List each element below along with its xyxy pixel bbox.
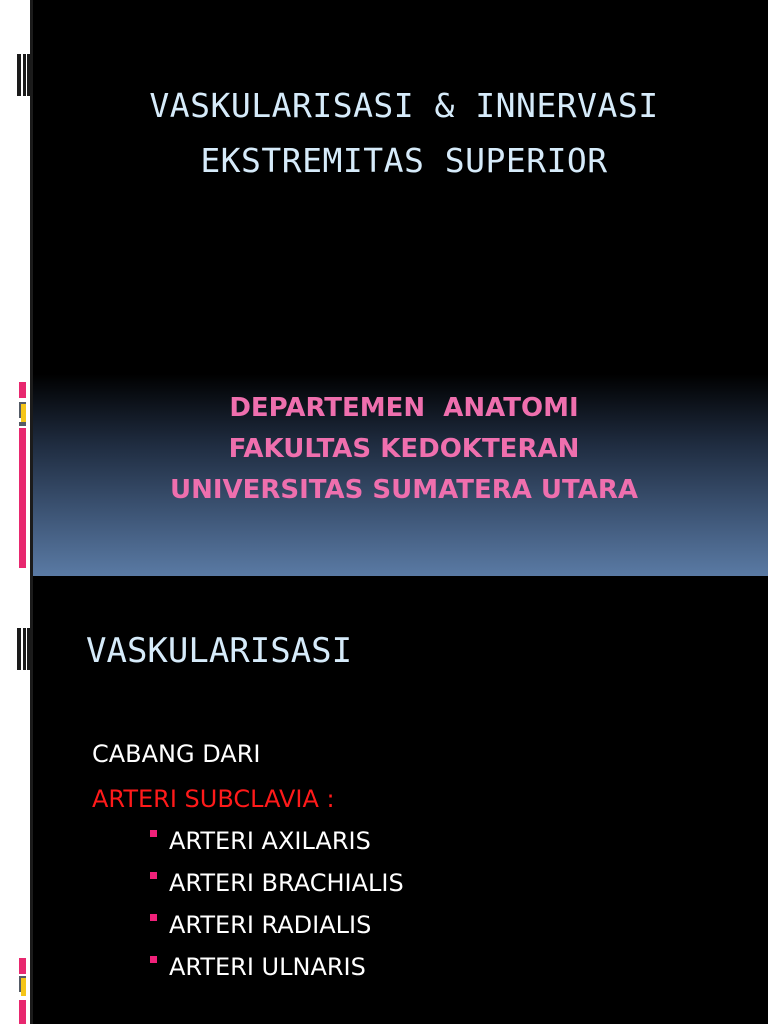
artery-list xyxy=(150,820,404,988)
list-item-label: ARTERI ULNARIS xyxy=(169,953,366,981)
content-title: VASKULARISASI xyxy=(86,631,353,671)
list-item-label: ARTERI RADIALIS xyxy=(169,911,372,939)
decorative-bars-icon xyxy=(17,54,31,96)
bullet-square-icon xyxy=(150,872,157,879)
list-item xyxy=(150,904,404,946)
accent-mark-pink xyxy=(19,958,26,974)
bullet-square-icon xyxy=(150,914,157,921)
accent-mark-pink xyxy=(19,382,26,398)
list-item-label: ARTERI AXILARIS xyxy=(169,827,371,855)
bullet-square-icon xyxy=(150,956,157,963)
intro-text: CABANG DARI xyxy=(92,740,261,768)
list-item xyxy=(150,862,404,904)
subtitle-line2: FAKULTAS KEDOKTERAN xyxy=(228,434,580,464)
highlight-text: ARTERI SUBCLAVIA : xyxy=(92,785,335,813)
accent-mark-gray-small xyxy=(19,422,26,426)
slide-subtitle xyxy=(40,388,768,511)
list-item xyxy=(150,946,404,988)
accent-mark-gold xyxy=(21,404,26,422)
accent-mark-pink-long xyxy=(19,1000,26,1024)
list-item-label: ARTERI BRACHIALIS xyxy=(169,869,404,897)
slide-title xyxy=(40,78,768,188)
subtitle-line1: DEPARTEMEN ANATOMI xyxy=(229,393,579,423)
slide-title-line1: VASKULARISASI & INNERVASI xyxy=(149,86,659,125)
accent-mark-pink-long xyxy=(19,428,26,568)
slide-title-line2: EKSTREMITAS SUPERIOR xyxy=(200,141,608,180)
accent-mark-gold xyxy=(21,978,26,996)
subtitle-line3: UNIVERSITAS SUMATERA UTARA xyxy=(169,475,639,505)
content-slide xyxy=(0,576,768,1024)
bullet-square-icon xyxy=(150,830,157,837)
decorative-bars-icon xyxy=(17,628,31,670)
list-item xyxy=(150,820,404,862)
content-body xyxy=(92,732,335,822)
